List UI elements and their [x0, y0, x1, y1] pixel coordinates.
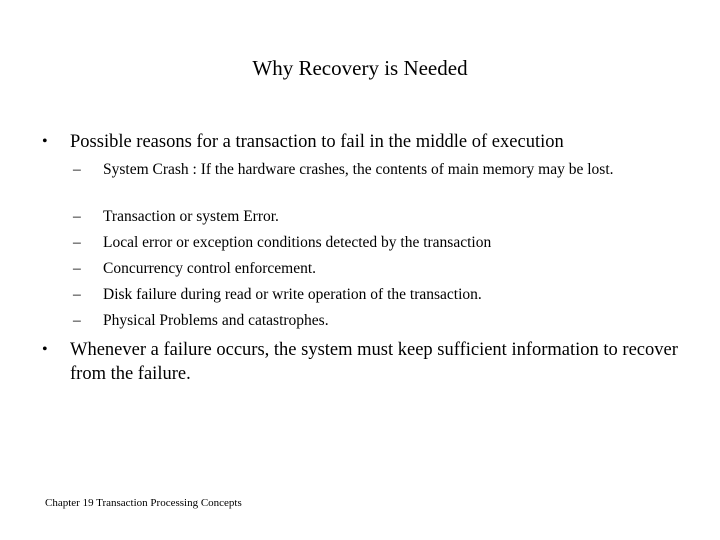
sub-bullet-text: Disk failure during read or write operation of the transaction. — [103, 286, 482, 303]
sub-bullet-marker: – — [73, 208, 81, 225]
sub-bullet-text: Transaction or system Error. — [103, 208, 279, 225]
sub-bullet-marker: – — [73, 312, 81, 329]
sub-bullet-marker: – — [73, 286, 81, 303]
sub-bullet-item — [73, 234, 703, 252]
bullet-marker: • — [42, 341, 48, 358]
bullet-text: Possible reasons for a transaction to fail in the middle of execution — [70, 132, 564, 152]
bullet-item — [42, 338, 690, 386]
sub-bullet-text: Physical Problems and catastrophes. — [103, 312, 329, 329]
bullet-text: Whenever a failure occurs, the system must keep sufficient information to recover from the failure. — [70, 340, 678, 384]
sub-bullet-item — [73, 208, 703, 226]
slide-title: Why Recovery is Needed — [252, 56, 468, 80]
sub-bullet-item — [73, 312, 703, 330]
sub-bullet-item — [73, 260, 703, 278]
sub-bullet-marker: – — [73, 234, 81, 251]
sub-bullet-item — [73, 286, 703, 304]
sub-bullet-item — [73, 161, 703, 179]
bullet-item — [42, 130, 690, 154]
sub-bullet-text: System Crash : If the hardware crashes, the contents of main memory may be lost. — [103, 161, 614, 178]
slide-footer: Chapter 19 Transaction Processing Concepts — [45, 497, 242, 509]
sub-bullet-marker: – — [73, 161, 81, 178]
sub-bullet-text: Local error or exception conditions detected by the transaction — [103, 234, 492, 251]
sub-bullet-marker: – — [73, 260, 81, 277]
bullet-marker: • — [42, 133, 48, 150]
sub-bullet-text: Concurrency control enforcement. — [103, 260, 317, 277]
